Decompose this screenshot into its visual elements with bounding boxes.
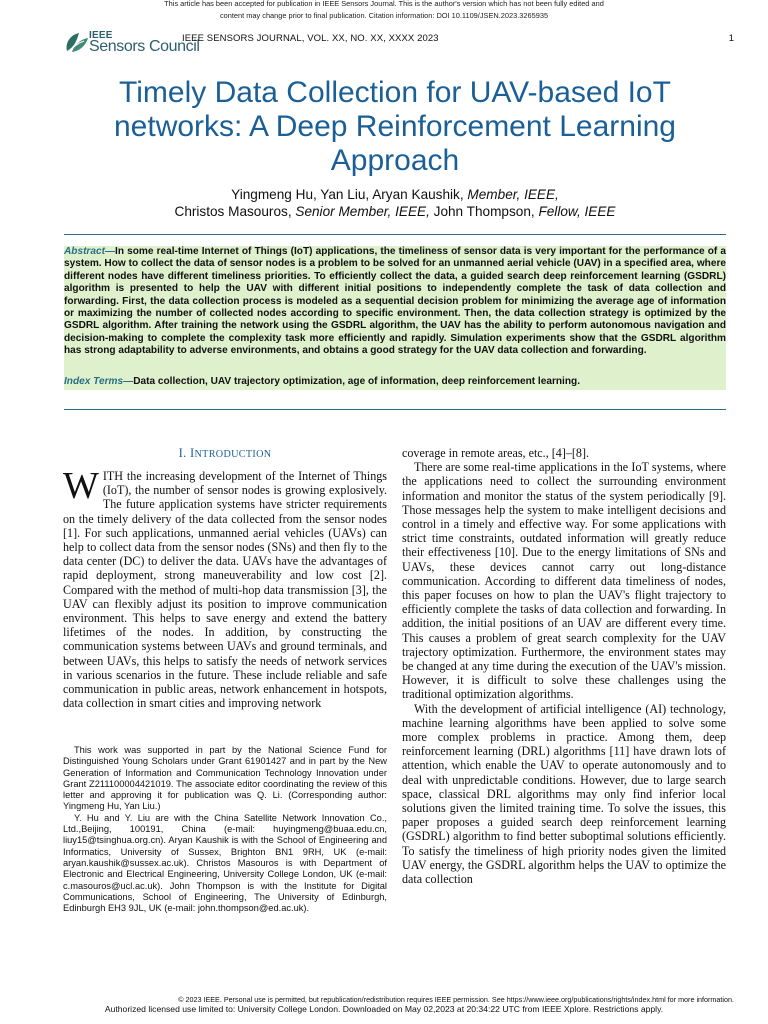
footnote	[63, 745, 387, 914]
section-heading-introduction	[63, 446, 387, 461]
intro-paragraph-2: There are some real-time applications in the IoT systems, where the applications need to collect the surrounding environment information and monitor the status of the system periodically [9]. Those messages help the system to make intelligent decisions and control in a timely and effective way. For some applications with strict time constraints, outdated information will greatly reduce their effectiveness [10]. Due to the energy limitations of SNs and UAVs, these devices cannot carry out long-distance communication. According to different data timeliness of nodes, this paper focuses on how to plan the UAV's flight trajectory to efficiently complete the tasks of data collection and forwarding. In addition, the initial positions of an UAV are different every time. This causes a problem of great search complexity for the UAV trajectory optimization. Furthermore, the environment states may be changed at any time during the execution of the UAV's mission. However, it is difficult to solve these challenges using the traditional optimization algorithms.	[402, 460, 726, 702]
intro-paragraph-1	[63, 465, 387, 711]
page-number: 1	[728, 33, 734, 44]
author-list	[80, 186, 710, 220]
author-line-2	[80, 203, 710, 220]
author-name-thompson: John Thompson,	[433, 204, 535, 219]
author-name-masouros: Christos Masouros,	[174, 204, 292, 219]
author-role-fellow: Fellow, IEEE	[538, 204, 616, 219]
index-terms	[64, 375, 726, 390]
author-role-senior: Senior Member, IEEE,	[295, 204, 430, 219]
logo-council-text: Sensors Council	[89, 38, 200, 55]
intro-paragraph-1-text: ITH the increasing development of the Internet of Things (IoT), the number of sensor nodes is growing explosively. The future application systems have stricter requirements on the timely delivery of the data collected from the sensor nodes [1]. For such applications, unmanned aerial vehicles (UAVs) can help to collect data from the sensor nodes (SNs) and then fly to the data center (DC) to deliver the data. UAVs have the advantages of rapid deployment, strong maneuverability and low cost [2]. Compared with the method of multi-hop data transmission [3], the UAV can flexibly adjust its position to improve communication environment. This helps to save energy and extend the battery lifetimes of the nodes. In addition, by constructing the communication systems between UAVs and ground terminals, and between UAVs, this helps to satisfy the needs of network services in various scenarios in the future. These include reliable and safe communication in public areas, network enhancement in hotspots, data collection in smart cities and improving network	[63, 469, 387, 711]
acceptance-notice	[0, 0, 768, 22]
abstract-text: In some real-time Internet of Things (IoT) applications, the timeliness of sensor data is very important for the performance of a system. How to collect the data of sensor nodes is a problem to be solved for an unmanned aerial vehicle (UAV) in a specified area, where different nodes have different timeliness priorities. To efficiently collect the data, a guided search deep reinforcement learning (GSDRL) algorithm is presented to help the UAV with different initial positions to independently complete the task of data collection and forwarding. First, the data collection process is modeled as a sequential decision problem for minimizing the average age of information or maximizing the number of collected nodes according to specific environment. Then, the data collection strategy is optimized by the GSDRL algorithm. After training the network using the GSDRL algorithm, the UAV has the ability to perform autonomous navigation and decision-making to complete the complexity task more efficiently and rapidly. Simulation experiments show that the GSDRL algorithm has strong adaptability to adverse environments, and obtains a good strategy for the UAV data collection and forwarding.	[64, 246, 726, 357]
section-number: I.	[178, 446, 187, 460]
logo-ieee-text: IEEE	[89, 30, 113, 41]
author-names-1: Yingmeng Hu, Yan Liu, Aryan Kaushik,	[231, 187, 464, 202]
index-terms-text: Data collection, UAV trajectory optimization, age of information, deep reinforcement learning.	[133, 376, 580, 387]
journal-header: IEEE SENSORS JOURNAL, VOL. XX, NO. XX, XXXX 2023	[182, 33, 439, 44]
leaf-icon	[64, 31, 90, 55]
license-notice: Authorized licensed use limited to: University College London. Downloaded on May 02,2023 at 20:34:22 UTC from IEEE Xplore. Restrictions apply.	[104, 1004, 664, 1014]
copyright-notice: © 2023 IEEE. Personal use is permitted, but republication/redistribution requires IEEE permission. See https://www.ieee.org/publications/rights/index.html for more information.	[178, 995, 734, 1004]
abstract-label: Abstract—	[64, 246, 116, 257]
paper-title: Timely Data Collection for UAV-based IoT networks: A Deep Reinforcement Learning Approach	[114, 76, 676, 177]
author-role-1: Member, IEEE,	[467, 187, 559, 202]
section-title-rest: NTRODUCTION	[194, 449, 272, 460]
right-column	[402, 446, 726, 886]
ieee-sensors-council-logo	[64, 29, 200, 57]
section-title-first: I	[190, 446, 195, 460]
acceptance-notice-line2: content may change prior to final publication. Citation information: DOI 10.1109/JSEN.2023.3265935	[219, 11, 549, 20]
left-column	[63, 446, 387, 710]
footnote-affiliations: Y. Hu and Y. Liu are with the China Satellite Network Innovation Co., Ltd.,Beijing, 100191, China (e-mail: huyingmeng@buaa.edu.cn, liuy15@tsinghua.org.cn). Aryan Kaushik is with the School of Engineering and Informatics, University of Sussex, Brighton BN1 9RH, UK (e-mail: aryan.kaushik@sussex.ac.uk). Christos Masouros is with Department of Electronic and Electrical Engineering, University College London, UK (e-mail: c.masouros@ucl.ac.uk). John Thompson is with the Institute for Digital Communications, School of Engineering, The University of Edinburgh, Edinburgh EH3 9JL, UK (e-mail: john.thompson@ed.ac.uk).	[63, 812, 387, 914]
footnote-funding: This work was supported in part by the National Science Fund for Distinguished Young Scholars under Grant 61901427 and in part by the New Generation of Information and Communication Technology Innovation under Grant Z211100004421019. The associate editor coordinating the review of this letter and approving it for publication was Q. Li. (Corresponding author: Yingmeng Hu, Yan Liu.)	[63, 745, 387, 812]
intro-paragraph-1-continued: coverage in remote areas, etc., [4]–[8].	[402, 446, 590, 460]
abstract	[64, 246, 726, 390]
drop-cap: W	[63, 465, 99, 507]
acceptance-notice-line1: This article has been accepted for publication in IEEE Sensors Journal. This is the author's version which has not been fully edited and	[164, 0, 604, 8]
index-terms-label: Index Terms—	[64, 376, 134, 387]
author-line-1	[80, 186, 710, 203]
intro-paragraph-3: With the development of artificial intelligence (AI) technology, machine learning algorithms have been applied to solve some more complex problems in practice. Among them, deep reinforcement learning (DRL) algorithms [11] have drawn lots of attention, which enable the UAV to operate autonomously and to deal with unpredictable conditions. However, due to large search space, classical DRL algorithms may only find inferior local solutions given the limited training time. To solve the issues, this paper proposes a guided search deep reinforcement learning (GSDRL) algorithm to find better suboptimal solutions efficiently. To satisfy the timeliness of high priority nodes given the limited UAV energy, the GSDRL algorithm helps the UAV to optimize the data collection	[402, 701, 726, 887]
